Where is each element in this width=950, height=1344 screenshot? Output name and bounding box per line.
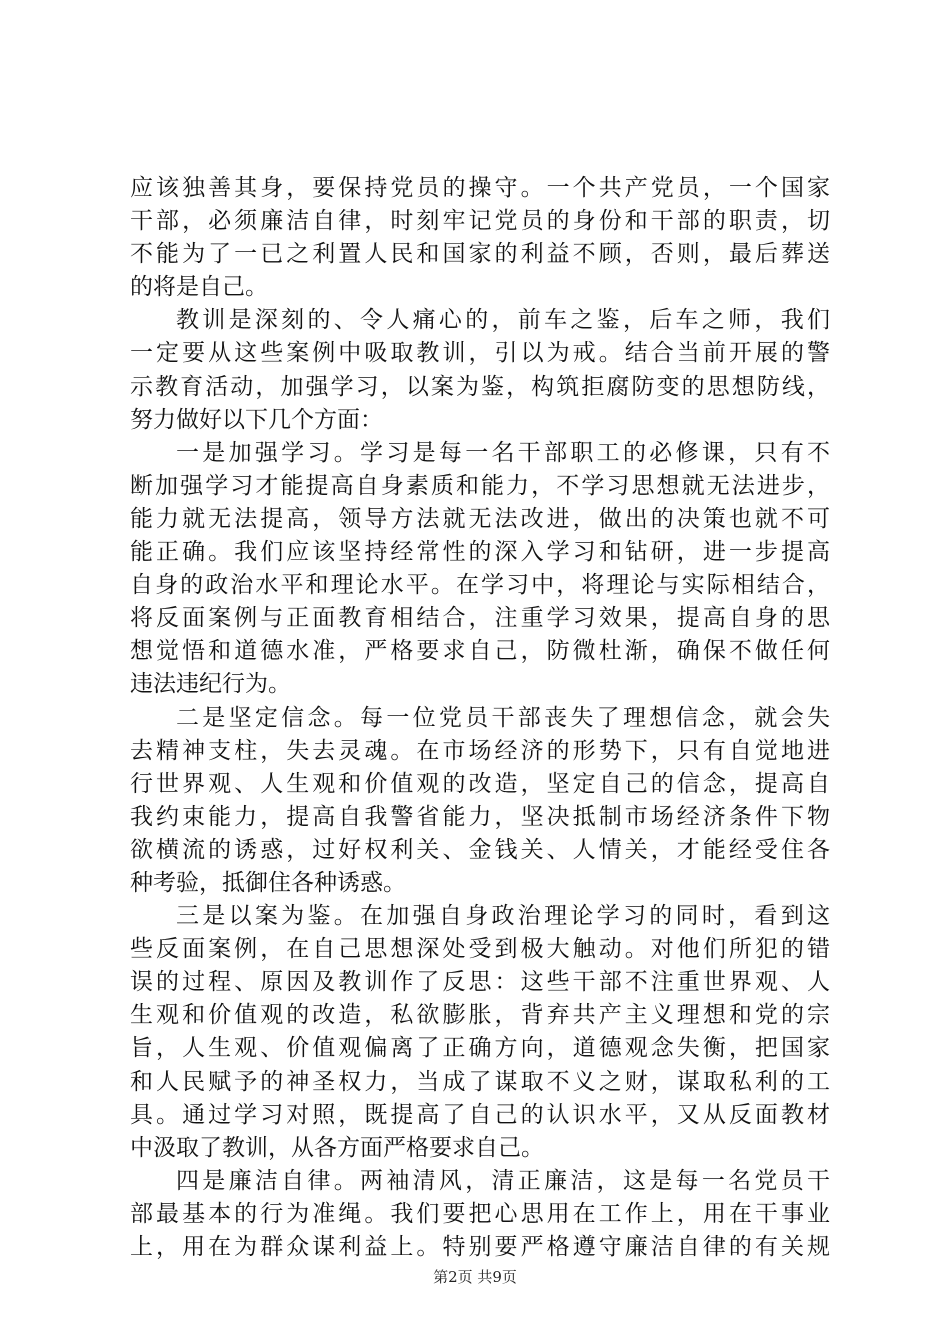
text-line: 三是以案为鉴。在加强自身政治理论学习的同时，看到这 bbox=[176, 903, 830, 930]
text-line: 的将是自己。 bbox=[130, 274, 268, 301]
text-line: 二是坚定信念。每一位党员干部丧失了理想信念，就会失 bbox=[176, 704, 830, 731]
text-line: 欲横流的诱惑，过好权利关、金钱关、人情关，才能经受住各 bbox=[130, 836, 830, 863]
text-line: 能正确。我们应该坚持经常性的深入学习和钻研，进一步提高 bbox=[130, 539, 830, 566]
text-line: 旨，人生观、价值观偏离了正确方向，道德观念失衡，把国家 bbox=[130, 1035, 830, 1062]
text-line: 四是廉洁自律。两袖清风，清正廉洁，这是每一名党员干 bbox=[176, 1167, 830, 1194]
text-line: 上，用在为群众谋利益上。特别要严格遵守廉洁自律的有关规 bbox=[130, 1234, 830, 1260]
text-line: 应该独善其身，要保持党员的操守。一个共产党员，一个国家 bbox=[130, 175, 830, 201]
text-line: 教训是深刻的、令人痛心的，前车之鉴，后车之师，我们 bbox=[176, 307, 830, 334]
page-footer: 第2页 共9页 bbox=[433, 1268, 517, 1286]
text-line: 能力就无法提高，领导方法就无法改进，做出的决策也就不可 bbox=[130, 505, 830, 532]
text-line: 干部，必须廉洁自律，时刻牢记党员的身份和干部的职责，切 bbox=[130, 208, 830, 235]
text-line: 示教育活动，加强学习，以案为鉴，构筑拒腐防变的思想防线， bbox=[130, 373, 830, 400]
text-line: 些反面案例，在自己思想深处受到极大触动。对他们所犯的错 bbox=[130, 936, 830, 963]
text-line: 和人民赋予的神圣权力，当成了谋取不义之财，谋取私利的工 bbox=[130, 1068, 830, 1095]
text-line: 一是加强学习。学习是每一名干部职工的必修课，只有不 bbox=[176, 439, 830, 466]
text-line: 将反面案例与正面教育相结合，注重学习效果，提高自身的思 bbox=[130, 605, 830, 632]
text-line: 种考验，抵御住各种诱惑。 bbox=[130, 869, 406, 896]
text-line: 生观和价值观的改造，私欲膨胀，背弃共产主义理想和党的宗 bbox=[130, 1002, 830, 1029]
text-line: 部最基本的行为准绳。我们要把心思用在工作上，用在干事业 bbox=[130, 1200, 830, 1227]
text-line: 去精神支柱，失去灵魂。在市场经济的形势下，只有自觉地进 bbox=[130, 737, 830, 764]
text-line: 断加强学习才能提高自身素质和能力，不学习思想就无法进步， bbox=[130, 472, 830, 499]
text-line: 想觉悟和道德水准，严格要求自己，防微杜渐，确保不做任何 bbox=[130, 638, 830, 665]
text-line: 我约束能力，提高自我警省能力，坚决抵制市场经济条件下物 bbox=[130, 803, 830, 830]
text-line: 误的过程、原因及教训作了反思：这些干部不注重世界观、人 bbox=[130, 969, 830, 996]
text-line: 中汲取了教训，从各方面严格要求自己。 bbox=[130, 1134, 544, 1161]
body-text bbox=[130, 172, 830, 1264]
text-line: 自身的政治水平和理论水平。在学习中，将理论与实际相结合， bbox=[130, 572, 830, 599]
text-line: 违法违纪行为。 bbox=[130, 671, 291, 698]
text-line: 努力做好以下几个方面： bbox=[130, 406, 383, 433]
text-line: 一定要从这些案例中吸取教训，引以为戒。结合当前开展的警 bbox=[130, 340, 830, 367]
text-line: 具。通过学习对照，既提高了自己的认识水平，又从反面教材 bbox=[130, 1101, 830, 1128]
text-line: 不能为了一已之利置人民和国家的利益不顾，否则，最后葬送 bbox=[130, 241, 830, 268]
text-line: 行世界观、人生观和价值观的改造，坚定自己的信念，提高自 bbox=[130, 770, 830, 797]
